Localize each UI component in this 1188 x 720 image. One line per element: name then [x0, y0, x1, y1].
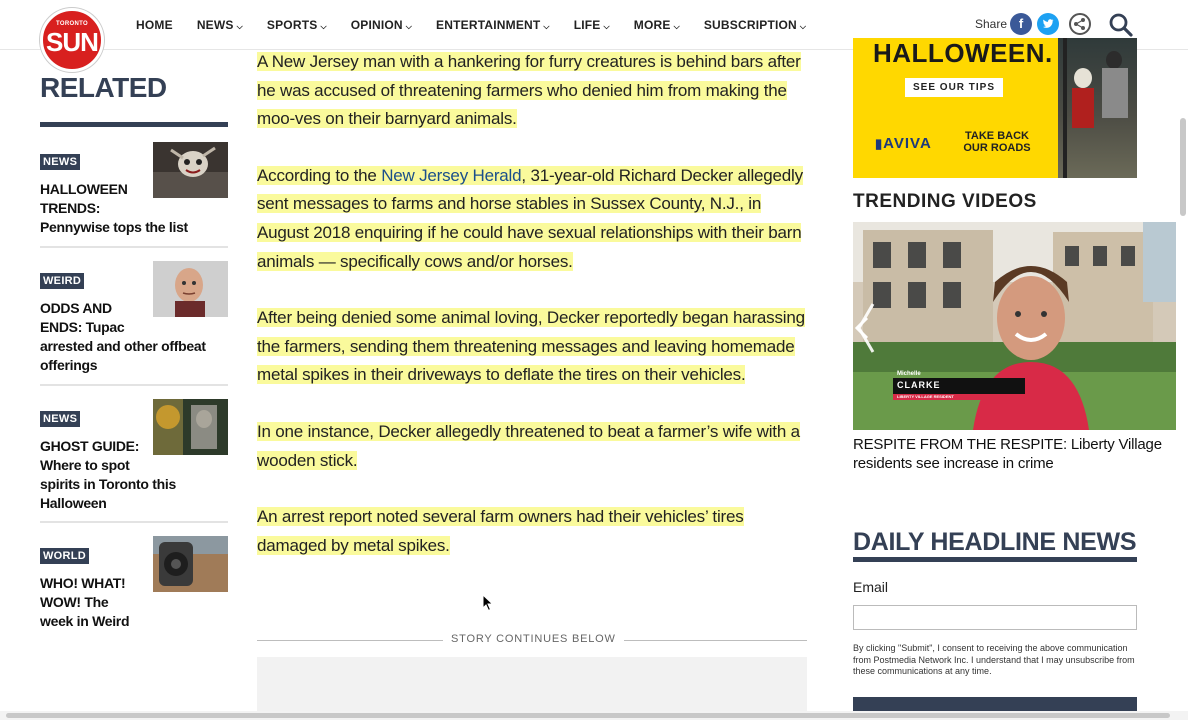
related-thumbnail[interactable] [153, 399, 228, 455]
vertical-scrollbar[interactable] [1180, 118, 1186, 216]
nav-label: SPORTS [266, 18, 318, 32]
nav-label: OPINION [350, 18, 403, 32]
chevron-down-icon: ⌵ [543, 22, 550, 31]
brand-text: AVIVA [883, 135, 932, 152]
video-name-sub: LIBERTY VILLAGE RESIDENT [897, 394, 954, 399]
category-badge: NEWS [40, 411, 80, 427]
nav-item-news[interactable] [197, 18, 243, 32]
related-thumbnail[interactable] [153, 142, 228, 198]
new-jersey-herald-link[interactable]: New Jersey Herald [381, 165, 522, 185]
title-line: arrested and other offbeat [40, 338, 206, 354]
nav-item-opinion[interactable] [351, 18, 412, 32]
see-our-tips-button[interactable]: SEE OUR TIPS [905, 78, 1003, 97]
chevron-down-icon: ⌵ [603, 22, 610, 31]
related-item-title[interactable] [40, 437, 176, 513]
article-paragraph [257, 503, 807, 560]
nav-item-entertainment[interactable] [436, 18, 550, 32]
newsletter-divider [853, 557, 1137, 562]
related-item[interactable] [40, 271, 228, 375]
facebook-icon[interactable]: f [1010, 13, 1032, 35]
category-badge: WORLD [40, 548, 89, 564]
toronto-sun-logo[interactable] [40, 8, 104, 72]
nav-item-more[interactable] [634, 18, 680, 32]
main-nav [136, 0, 830, 50]
aviva-logo [875, 135, 932, 152]
article-paragraph [257, 162, 807, 276]
paragraph-text: An arrest report noted several farm owners had their vehicles’ tires damaged by metal spikes. [257, 507, 744, 555]
title-line: WOW! The [40, 594, 109, 610]
paragraph-text: After being denied some animal loving, Decker reportedly began harassing the farmers, sending them threatening messages and leaving homemade metal spikes in their driveways to deflate the tires on their vehicles. [257, 308, 805, 385]
article-paragraph [257, 418, 807, 475]
video-name-first: Michelle [897, 371, 921, 377]
share-icon[interactable] [1069, 13, 1091, 35]
related-heading: RELATED [40, 72, 167, 103]
category-badge: WEIRD [40, 273, 84, 289]
share-label: Share [975, 17, 1008, 31]
title-line: spirits in Toronto this [40, 476, 176, 492]
paragraph-text: , 31-year-old Richard Decker allegedly sent messages to farms and horse stables in Sussex County, N.J., in August 2018 enquiring if he could have sexual relationships with their barn animals — specifically cows and/or horses. [257, 165, 803, 271]
nav-label: HOME [136, 18, 173, 32]
nav-item-subscription[interactable] [704, 18, 806, 32]
daily-headline-news-heading: DAILY HEADLINE NEWS [853, 528, 1137, 556]
related-item[interactable] [40, 152, 228, 237]
nav-label: MORE [633, 18, 671, 32]
category-badge: NEWS [40, 154, 80, 170]
ad-tagline [961, 130, 1033, 154]
nav-label: ENTERTAINMENT [436, 18, 541, 32]
nav-label: SUBSCRIPTION [703, 18, 797, 32]
related-item-title[interactable] [40, 180, 188, 237]
title-line: Halloween [40, 495, 107, 511]
title-line: GHOST GUIDE: [40, 438, 140, 454]
nav-label: NEWS [196, 18, 234, 32]
ad-photo [1058, 38, 1137, 178]
video-prev-arrow-icon[interactable] [853, 302, 893, 352]
title-line: HALLOWEEN [40, 181, 128, 197]
related-separator [40, 246, 228, 248]
title-line: offerings [40, 357, 98, 373]
nav-label: LIFE [573, 18, 601, 32]
related-separator [40, 384, 228, 386]
logo-top-text: TORONTO [56, 21, 88, 27]
submit-button[interactable] [853, 697, 1137, 711]
related-separator [40, 521, 228, 523]
title-line: TRENDS: [40, 200, 101, 216]
chevron-down-icon: ⌵ [673, 22, 680, 31]
related-thumbnail[interactable] [153, 261, 228, 317]
chevron-down-icon: ⌵ [320, 22, 327, 31]
article-paragraph [257, 304, 807, 390]
paragraph-text: A New Jersey man with a hankering for furry creatures is behind bars after he was accused of threatening farmers who denied him from making the moo-ves on their barnyard animals. [257, 52, 801, 129]
title-line: WHO! WHAT! [40, 575, 126, 591]
title-line: Where to spot [40, 457, 130, 473]
trending-video-player[interactable] [853, 222, 1176, 430]
article-paragraph [257, 48, 807, 134]
related-item-title[interactable] [40, 574, 152, 631]
trending-videos-heading: TRENDING VIDEOS [853, 191, 1037, 212]
story-continues-label: STORY CONTINUES BELOW [443, 633, 624, 645]
related-item[interactable] [40, 409, 228, 513]
tagline-line: TAKE BACK [965, 130, 1029, 142]
aviva-ad-banner[interactable] [853, 38, 1137, 178]
search-icon[interactable] [1108, 12, 1134, 38]
nav-item-life[interactable] [574, 18, 610, 32]
ad-headline: HALLOWEEN. [873, 38, 1053, 68]
title-line: ODDS AND [40, 300, 112, 316]
paragraph-text: In one instance, Decker allegedly threatened to beat a farmer’s wife with a wooden stick. [257, 421, 800, 470]
consent-text: By clicking "Submit", I consent to receiving the above communication from Postmedia Network Inc. I understand that I may unsubscribe from these communications at any time. [853, 643, 1135, 676]
title-line: ENDS: Tupac [40, 319, 125, 335]
related-thumbnail[interactable] [153, 536, 228, 592]
trending-video-caption[interactable]: RESPITE FROM THE RESPITE: Liberty Village residents see increase in crime [853, 436, 1162, 472]
nav-item-home[interactable] [136, 18, 173, 32]
email-label: Email [853, 579, 889, 595]
logo-main-text: SUN [46, 27, 98, 57]
related-item[interactable] [40, 546, 228, 631]
article-body [257, 48, 807, 588]
related-divider [40, 122, 228, 127]
email-field[interactable] [853, 605, 1137, 630]
mouse-cursor-icon [482, 594, 494, 612]
title-line: week in Weird [40, 613, 130, 629]
related-item-title[interactable] [40, 299, 206, 375]
horizontal-scrollbar[interactable] [6, 713, 1170, 718]
aviva-mark-icon: ▮ [875, 136, 884, 151]
twitter-icon[interactable] [1037, 13, 1059, 35]
tagline-line: OUR ROADS [963, 142, 1031, 154]
nav-item-sports[interactable] [267, 18, 327, 32]
chevron-down-icon: ⌵ [799, 22, 807, 31]
chevron-down-icon: ⌵ [236, 22, 243, 31]
paragraph-text: According to the [257, 165, 382, 185]
video-name-last: CLARKE [897, 380, 941, 390]
chevron-down-icon: ⌵ [405, 22, 413, 31]
title-line: Pennywise tops the list [40, 219, 188, 235]
